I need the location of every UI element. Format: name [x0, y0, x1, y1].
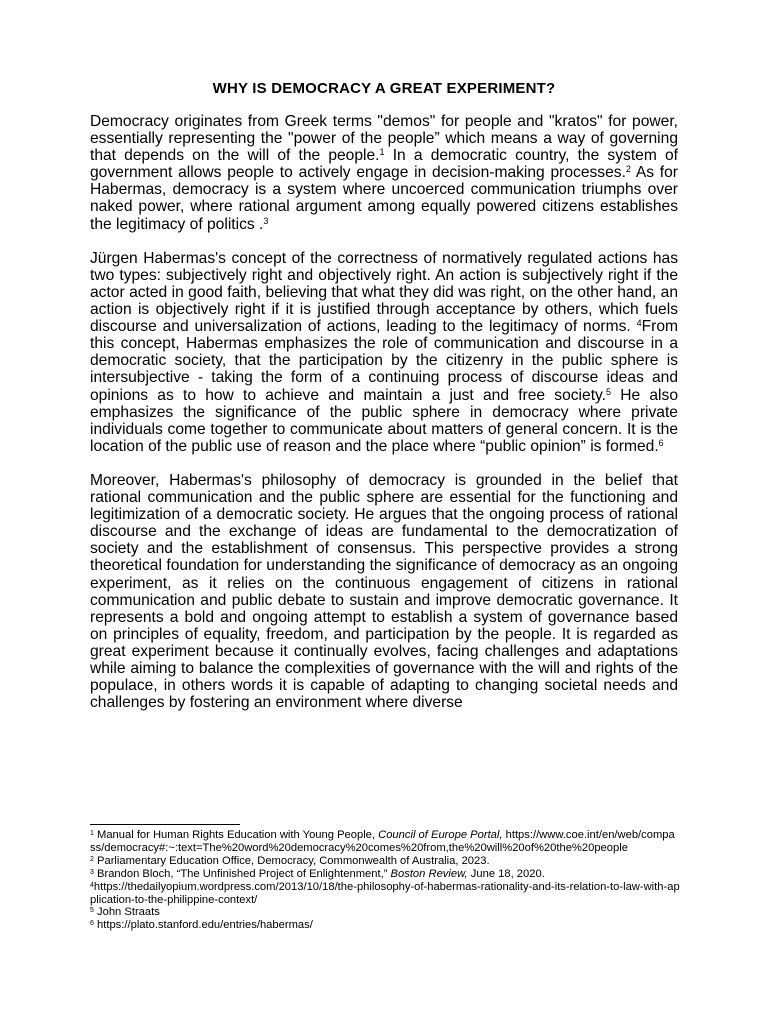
- footnote-ref: 5: [606, 386, 612, 397]
- footnote-text: John Straats: [93, 906, 160, 919]
- footnote-number: 4: [90, 881, 94, 889]
- footnote-text: Brandon Bloch, “The Unfinished Project of Enlightenment,”: [93, 867, 391, 880]
- footnote-url: https://thedailyopium.wordpress.com/2013/10/18/the-philosophy-of-habermas-rationality-and-its-relation-to-law-with-application-to-the-philippine-context/: [90, 880, 680, 906]
- footnote: [90, 919, 680, 932]
- footnote-text: Parliamentary Education Office, Democracy, Commonwealth of Australia, 2023.: [93, 854, 490, 867]
- footnote-number: 2: [90, 855, 94, 863]
- footnote: [90, 855, 680, 868]
- footnote-ref: 6: [658, 437, 664, 448]
- paragraph-text: Moreover, Habermas's philosophy of democracy is grounded in the belief that rational communication and the public sphere are essential for the functioning and legitimization of a democratic society. He argues that the ongoing process of rational discourse and the exchange of ideas are fundamental to the democratization of society and the establishment of consensus. This perspective provides a strong theoretical foundation for understanding the significance of democracy as an ongoing experiment, as it relies on the continuous engagement of citizens in rational communication and public debate to sustain and improve democratic governance. It represents a bold and ongoing attempt to establish a system of governance based on principles of equality, freedom, and participation by the people. It is regarded as great experiment because it continually evolves, facing challenges and adaptations while aiming to balance the complexities of governance with the will and rights of the populace, in others words it is capable of adapting to changing societal needs and challenges by fostering an environment where diverse: [90, 471, 678, 712]
- paragraph-text: In a democratic country, the system of government allows people to actively engage in decision-making processes.: [90, 147, 678, 182]
- paragraph-text: Jürgen Habermas's concept of the correctness of normatively regulated actions has two types: subjectively right and objectively right. An action is subjectively right if the actor acted in good faith, believing that what they did was right, on the other hand, an action is objectively right if it is justified through acceptance by others, which fuels discourse and universalization of actions, leading to the legitimacy of norms.: [90, 249, 678, 336]
- paragraph-text: Democracy originates from Greek terms "demos" for people and "kratos" for power, essentially representing the "power of the people” which means a way of governing that depends on the will of the people.: [90, 113, 678, 165]
- document-body: [90, 113, 678, 728]
- footnote: [90, 868, 680, 881]
- paragraph-text: From this concept, Habermas emphasizes the role of communication and discourse in a democratic society, that the participation by the citizenry in the public sphere is intersubjective - taking the form of a continuing process of discourse ideas and opinions as to how to achieve and maintain a just and free society.: [90, 318, 678, 404]
- footnote-source: Council of Europe Portal,: [378, 829, 503, 841]
- footnote-number: 1: [90, 830, 94, 837]
- footnote: [90, 829, 680, 855]
- paragraph-text: As for Habermas, democracy is a system where uncoerced communication triumphs over naked power, where rational argument among equally powered citizens establishes the legitimacy of politics .: [90, 164, 678, 233]
- footnote: [90, 881, 680, 907]
- document-title: WHY IS DEMOCRACY A GREAT EXPERIMENT?: [212, 80, 556, 97]
- paragraph-text: He also emphasizes the significance of the public sphere in democracy where private individuals come together to communicate about matters of general concern. It is the location of the public use of reason and the place where “public opinion” is formed.: [90, 386, 678, 455]
- footnote-number: 3: [90, 868, 94, 876]
- footnote-text: https://plato.stanford.edu/entries/habermas/: [93, 919, 313, 932]
- footnote-number: 5: [90, 907, 94, 915]
- footnote-number: 6: [90, 920, 94, 928]
- body-paragraph: [90, 250, 678, 455]
- footnote: [90, 906, 680, 919]
- body-paragraph: [90, 472, 678, 711]
- body-paragraph: [90, 113, 678, 233]
- footnote-text: Manual for Human Rights Education with Young People,: [93, 829, 379, 841]
- footnote-text: June 18, 2020.: [467, 867, 545, 880]
- footnote-url: https://www.coe.int/en/web/compass/democracy#:~:text=The%20word%20democracy%20comes%20from,the%20will%20of%20the%20people: [90, 829, 675, 854]
- footnote-ref: 3: [263, 215, 269, 226]
- footnote-ref: 2: [625, 164, 631, 175]
- footnote-separator: [90, 824, 240, 825]
- footnote-ref: 4: [636, 318, 642, 329]
- footnote-ref: 1: [379, 147, 385, 158]
- footnotes: [90, 829, 680, 932]
- footnote-source: Boston Review,: [390, 867, 468, 880]
